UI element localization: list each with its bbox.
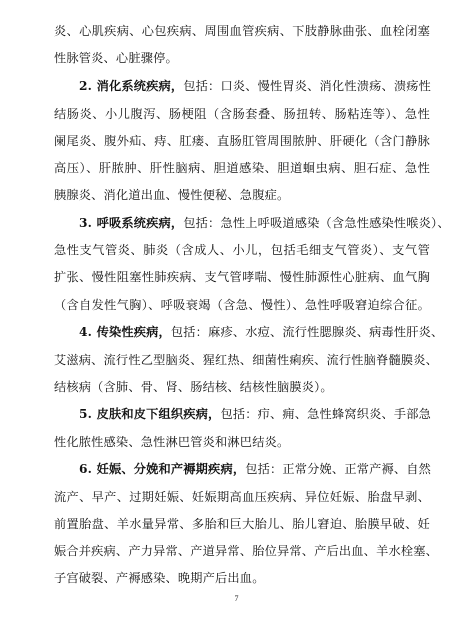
section-heading-digestive: 2. 消化系统疾病，包括：口炎、慢性胃炎、消化性溃疡、溃疡性: [79, 79, 432, 93]
text-line: 前置胎盘、羊水量异常、多胎和巨大胎儿、胎儿窘迫、胎膜早破、妊: [54, 517, 430, 531]
section-heading-infectious: 4. 传染性疾病，包括：麻疹、水痘、流行性腮腺炎、病毒性肝炎、: [79, 325, 444, 339]
text-line: 娠合并疾病、产力异常、产道异常、胎位异常、产后出血、羊水栓塞、: [54, 544, 439, 558]
text-line: 性脉管炎、心脏骤停。: [54, 51, 178, 65]
page-number: 7: [234, 594, 239, 603]
text-line: 结核病（含肺、骨、肾、肠结核、结核性脑膜炎）。: [54, 380, 333, 394]
text-line: 炎、心肌疾病、心包疾病、周围血管疾病、下肢静脉曲张、血栓闭塞: [54, 24, 430, 38]
text-line: 扩张、慢性阻塞性肺疾病、支气管哮喘、慢性肺源性心脏病、血气胸: [54, 270, 430, 284]
text-line: 流产、早产、过期妊娠、妊娠期高血压疾病、异位妊娠、胎盘早剥、: [54, 490, 430, 504]
text-line: 阑尾炎、腹外疝、痔、肛瘘、直肠肛管周围脓肿、肝硬化（含门静脉: [54, 134, 430, 148]
section-heading-skin: 5. 皮肤和皮下组织疾病，包括：疖、痈、急性蜂窝织炎、手部急: [79, 407, 432, 421]
text-line: 胰腺炎、消化道出血、慢性便秘、急腹症。: [54, 188, 290, 202]
text-line: 结肠炎、小儿腹泻、肠梗阻（含肠套叠、肠扭转、肠粘连等）、急性: [54, 107, 430, 121]
text-line: 性化脓性感染、急性淋巴管炎和淋巴结炎。: [54, 435, 290, 449]
section-heading-respiratory: 3. 呼吸系统疾病，包括：急性上呼吸道感染（含急性感染性喉炎）、: [79, 216, 450, 230]
text-line: 急性支气管炎、肺炎（含成人、小儿，包括毛细支气管炎）、支气管: [54, 243, 430, 257]
text-line: （含自发性气胸）、呼吸衰竭（含急、慢性）、急性呼吸窘迫综合征。: [54, 298, 430, 312]
section-heading-pregnancy: 6. 妊娠、分娩和产褥期疾病，包括：正常分娩、正常产褥、自然: [79, 462, 432, 476]
text-line: 艾滋病、流行性乙型脑炎、猩红热、细菌性痢疾、流行性脑脊髓膜炎、: [54, 353, 439, 367]
text-line: 高压）、肝脓肿、肝性脑病、胆道感染、胆道蛔虫病、胆石症、急性: [54, 161, 430, 175]
text-line: 子宫破裂、产褥感染、晚期产后出血。: [54, 571, 265, 585]
